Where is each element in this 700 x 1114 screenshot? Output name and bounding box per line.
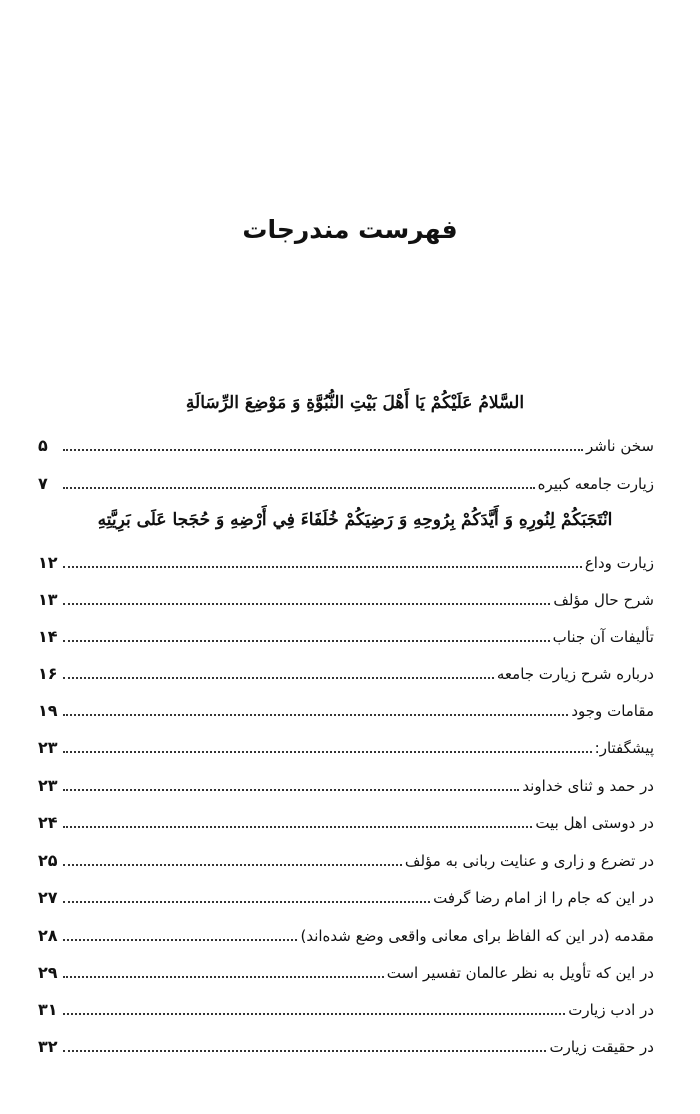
toc-entry-page: ۳۱ — [38, 1000, 58, 1019]
toc-entry-label: در حقیقت زیارت — [549, 1038, 654, 1056]
toc-leader-dots — [63, 565, 582, 568]
arabic-heading-salutation: السَّلامُ عَلَيْكُمْ يَا أَهْلَ بَيْتِ النُّبُوَّةِ وَ مَوْضِعَ الرِّسَالَةِ — [185, 393, 525, 413]
toc-entry-label: پیشگفتار: — [594, 739, 654, 757]
toc-entry-page: ۲۴ — [38, 813, 58, 832]
page-title: فهرست مندرجات — [242, 215, 458, 244]
toc-entry-label: در این که تأویل به نظر عالمان تفسیر است — [386, 964, 654, 982]
toc-leader-dots — [63, 863, 402, 866]
toc-entry-label: شرح حال مؤلف — [553, 591, 654, 609]
toc-leader-dots — [63, 713, 568, 716]
toc-leader-dots — [63, 825, 532, 828]
toc-entry-page: ۱۶ — [38, 664, 58, 683]
toc-entry-page: ۱۲ — [38, 553, 58, 572]
toc-entry — [38, 804, 654, 834]
toc-entry-label: زیارت جامعه کبیره — [537, 475, 654, 493]
toc-leader-dots — [63, 975, 384, 978]
toc-leader-dots — [63, 639, 550, 642]
toc-leader-dots — [63, 602, 550, 605]
toc-entry-page: ۷ — [38, 474, 48, 493]
toc-leader-dots — [63, 486, 535, 489]
toc-entry-label: مقامات وجود — [571, 702, 654, 720]
toc-entry-label: درباره شرح زیارت جامعه — [496, 665, 654, 683]
toc-entry-page: ۲۳ — [38, 738, 58, 757]
toc-entry-label: تألیفات آن جناب — [552, 628, 654, 646]
toc-entry — [38, 618, 654, 648]
toc-leader-dots — [63, 750, 592, 753]
toc-entry-page: ۲۸ — [38, 926, 58, 945]
toc-entry-page: ۱۳ — [38, 590, 58, 609]
arabic-heading-selection: انْتَجَبَكُمْ لِنُورِهِ وَ أَيَّدَكُمْ بِرُوحِهِ وَ رَضِيَكُمْ خُلَفَاءَ فِي أَرْضِهِ وَ حُجَجا عَلَى بَرِيَّتِهِ — [97, 510, 613, 530]
toc-entry-page: ۲۷ — [38, 888, 58, 907]
toc-entry — [38, 465, 654, 495]
toc-entry — [38, 767, 654, 797]
toc-leader-dots — [63, 1049, 546, 1052]
toc-entry-page: ۱۹ — [38, 701, 58, 720]
toc-entry — [38, 581, 654, 611]
toc-entry-label: در دوستی اهل بیت — [535, 814, 654, 832]
toc-entry-page: ۳۲ — [38, 1037, 58, 1056]
toc-entry — [38, 954, 654, 984]
toc-leader-dots — [63, 1012, 565, 1015]
toc-entry — [38, 729, 654, 759]
toc-leader-dots — [63, 938, 297, 941]
toc-entry — [38, 544, 654, 574]
toc-leader-dots — [63, 448, 583, 451]
toc-entry — [38, 1028, 654, 1058]
toc-entry — [38, 991, 654, 1021]
toc-leader-dots — [63, 788, 519, 791]
toc-entry-label: در این که جام را از امام رضا گرفت — [433, 889, 654, 907]
toc-entry-label: زیارت وداع — [584, 554, 654, 572]
toc-entry-page: ۲۳ — [38, 776, 58, 795]
toc-entry-label: در تضرع و زاری و عنایت ربانی به مؤلف — [404, 852, 654, 870]
toc-entry — [38, 655, 654, 685]
toc-entry-label: سخن ناشر — [585, 437, 654, 455]
toc-entry-page: ۲۹ — [38, 963, 58, 982]
toc-entry-label: در ادب زیارت — [568, 1001, 654, 1019]
toc-entry-label: مقدمه (در این که الفاظ برای معانی واقعی وضع شده‌اند) — [300, 927, 654, 945]
toc-entry — [38, 427, 654, 457]
toc-entry — [38, 692, 654, 722]
toc-leader-dots — [63, 676, 494, 679]
toc-entry-page: ۱۴ — [38, 627, 58, 646]
toc-entry-page: ۲۵ — [38, 851, 58, 870]
toc-entry — [38, 842, 654, 872]
toc-entry — [38, 917, 654, 947]
toc-entry-page: ۵ — [38, 436, 48, 455]
toc-leader-dots — [63, 900, 430, 903]
toc-entry — [38, 879, 654, 909]
toc-entry-label: در حمد و ثنای خداوند — [522, 777, 654, 795]
